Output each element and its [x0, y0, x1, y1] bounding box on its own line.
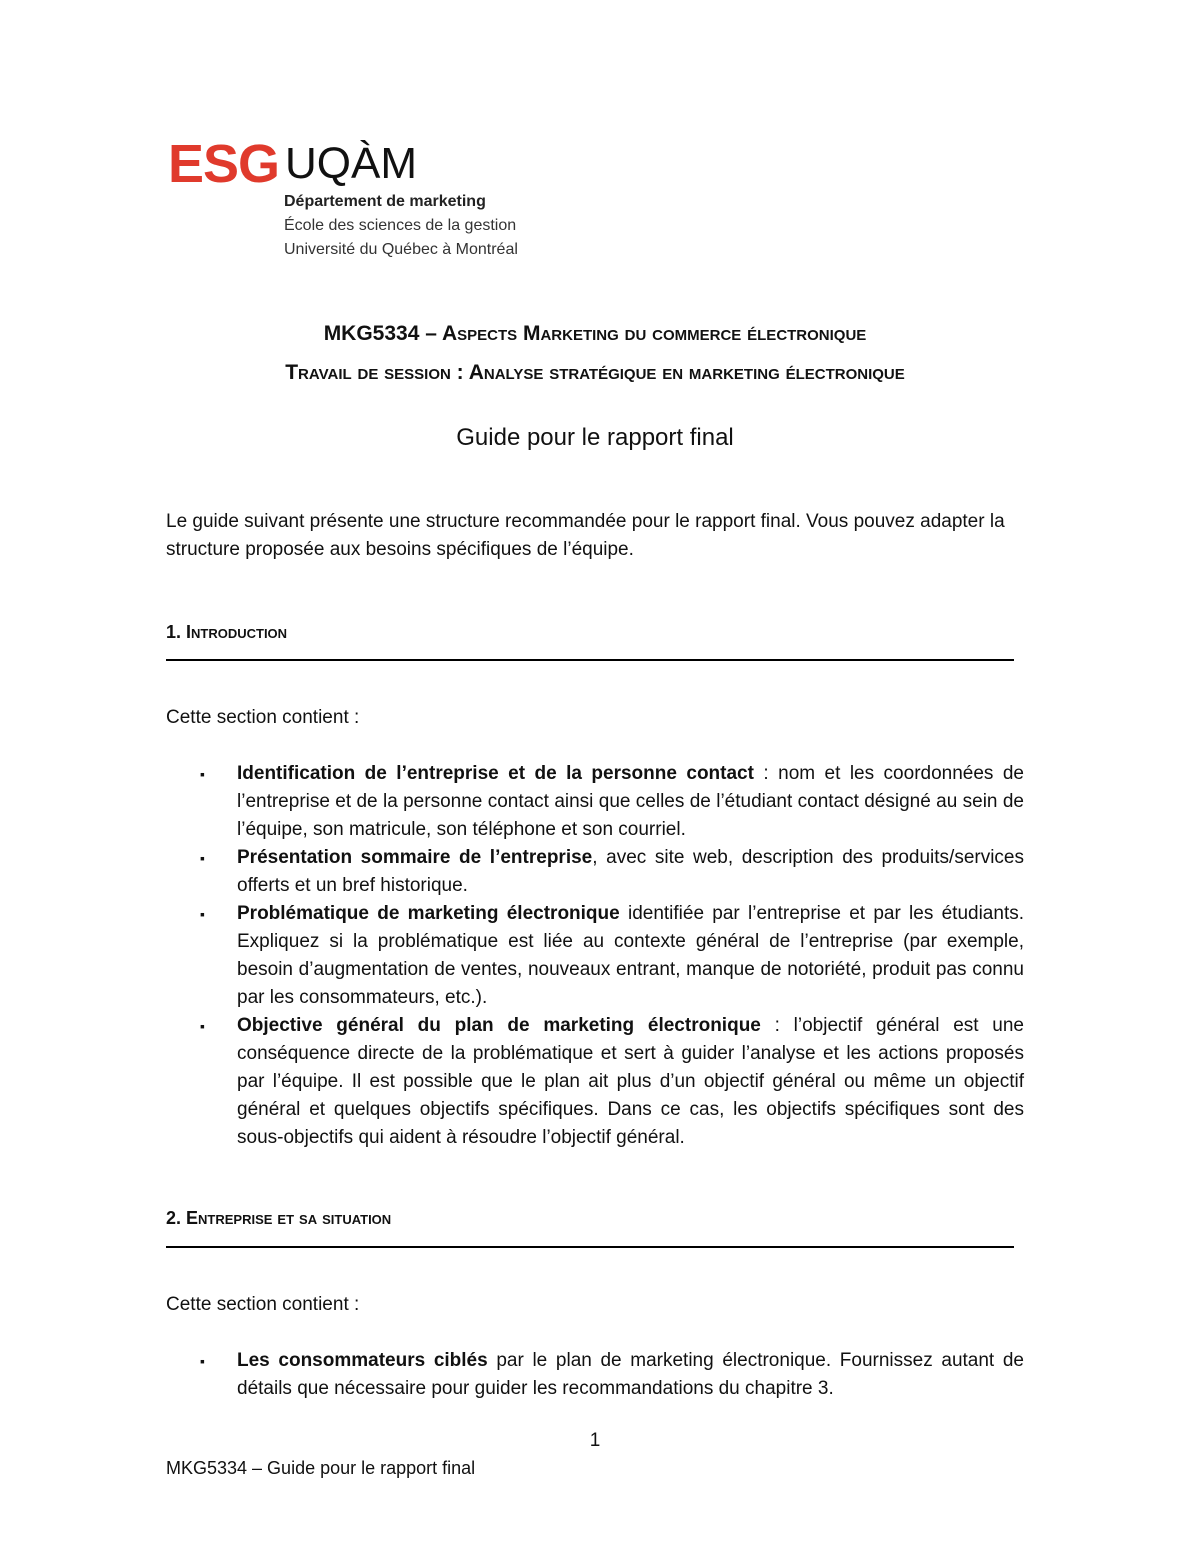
document-title-line2: Travail de session : Analyse stratégique en marketing électronique [285, 361, 905, 384]
list-item-bold: Identification de l’entreprise et de la personne contact [237, 763, 754, 784]
intro-paragraph: Le guide suivant présente une structure recommandée pour le rapport final. Vous pouvez adapter la structure proposée aux besoins spécifiques de l’équipe. [166, 511, 1005, 560]
bullet-icon: ▪ [200, 906, 205, 922]
logo-uqam-text: UQÀM [285, 139, 417, 188]
list-item [200, 900, 1024, 1012]
list-item-bold: Présentation sommaire de l’entreprise [237, 847, 593, 868]
section-2-bullet-list [200, 1347, 1024, 1403]
logo-department: Département de marketing [284, 193, 486, 210]
bullet-icon: ▪ [200, 850, 205, 866]
list-item-text: identifiée par l’entreprise et par les étudiants. Expliquez si la problématique est liée au contexte général de l’entreprise (par exemple, besoin d’augmentation de ventes, nouveaux entrant, manque de notoriété, produit pas connu par les consommateurs, etc.). [237, 903, 1024, 1008]
esg-uqam-logo [168, 134, 528, 265]
bullet-icon: ▪ [200, 766, 205, 782]
logo-school: École des sciences de la gestion [284, 217, 517, 234]
list-item [200, 1012, 1024, 1152]
list-item-bold: Problématique de marketing électronique [237, 903, 620, 924]
bullet-icon: ▪ [200, 1018, 205, 1034]
logo-esg-text: ESG [168, 134, 280, 194]
section-contains-text: Cette section contient : [166, 707, 360, 728]
list-item [200, 760, 1024, 844]
list-item [200, 1347, 1024, 1403]
list-item-text: , avec site web, description des produits/services offerts et un bref historique. [237, 847, 1025, 896]
section-divider [166, 659, 1014, 661]
list-item-text: : l’objectif général est une conséquence directe de la problématique et sert à guider l’analyse et les actions proposés par l’équipe. Il est possible que le plan ait plus d’un objectif général ou même un objectif général et quelques objectifs spécifiques. Dans ce cas, les objectifs spécifiques sont des sous-objectifs qui aident à résoudre l’objectif général. [237, 1015, 1024, 1148]
document-title: MKG5334 – Aspects Marketing du commerce électronique [323, 322, 867, 345]
section-heading-entreprise: 2. Entreprise et sa situation [166, 1208, 392, 1228]
document-subtitle: Guide pour le rapport final [456, 424, 734, 451]
section-heading-introduction: 1. Introduction [166, 622, 288, 642]
page-footer: MKG5334 – Guide pour le rapport final [166, 1458, 476, 1478]
bullet-icon: ▪ [200, 1353, 205, 1369]
page-number: 1 [589, 1430, 601, 1451]
section-divider [166, 1246, 1014, 1248]
list-item [200, 844, 1024, 900]
list-item-text: : nom et les coordonnées de l’entreprise et de la personne contact ainsi que celles de l’étudiant contact désigné au sein de l’équipe, son matricule, son téléphone et son courriel. [237, 763, 1024, 840]
list-item-text: par le plan de marketing électronique. Fournissez autant de détails que nécessaire pour guider les recommandations du chapitre 3. [237, 1350, 1024, 1399]
logo-university: Université du Québec à Montréal [284, 241, 518, 258]
list-item-bold: Les consommateurs ciblés [237, 1350, 488, 1371]
section-contains-text: Cette section contient : [166, 1294, 360, 1315]
list-item-bold: Objective général du plan de marketing électronique [237, 1015, 761, 1036]
section-1-bullet-list [200, 760, 1024, 1152]
